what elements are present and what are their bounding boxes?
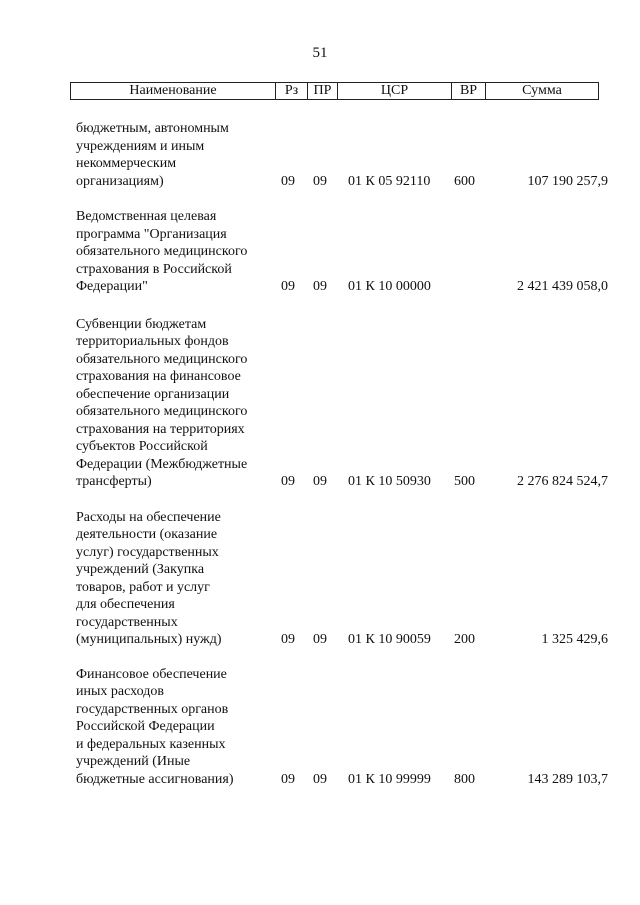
row-sum: 2 276 824 524,7 — [517, 474, 608, 489]
row-pr: 09 — [313, 173, 327, 189]
row-rz: 09 — [281, 279, 295, 294]
row-vr: 600 — [454, 173, 475, 189]
row-vr: 800 — [454, 771, 475, 787]
header-vr: ВР — [452, 83, 486, 99]
row-name: Субвенции бюджетам территориальных фондов обязательного медицинского страхования на финансовое обеспечение организации обязательного медицинского страхования на территориях субъектов Российской Федерации (Межбюджетные трансферты) — [76, 316, 248, 489]
row-name: Расходы на обеспечение деятельности (оказание услуг) государственных учреждений (Закупка товаров, работ и услуг для обеспечения государственных (муниципальных) нужд) — [76, 509, 222, 647]
row-sum: 2 421 439 058,0 — [517, 279, 608, 294]
row-csr: 01 К 10 90059 — [348, 632, 431, 647]
row-rz: 09 — [281, 173, 295, 189]
row-name: Ведомственная целевая программа "Организация обязательного медицинского страхования в Российской Федерации" — [76, 209, 248, 294]
table-row — [76, 509, 606, 649]
row-sum: 1 325 429,6 — [541, 632, 608, 647]
row-pr: 09 — [313, 474, 327, 489]
table-row — [76, 120, 606, 190]
table-body — [76, 120, 606, 788]
row-name: Финансовое обеспечение иных расходов государственных органов Российской Федерации и федеральных казенных учреждений (Иные бюджетные ассигнования) — [76, 666, 234, 787]
row-csr: 01 К 10 00000 — [348, 279, 431, 294]
row-sum: 143 289 103,7 — [527, 771, 608, 787]
row-rz: 09 — [281, 771, 295, 787]
table-header — [70, 82, 599, 100]
row-rz: 09 — [281, 632, 295, 647]
row-csr: 01 К 05 92110 — [348, 173, 431, 189]
header-rz: Рз — [276, 83, 308, 99]
row-vr: 500 — [454, 474, 475, 489]
row-name: бюджетным, автономным учреждениям и иным некоммерческим организациям) — [76, 121, 229, 189]
row-sum: 107 190 257,9 — [527, 173, 608, 189]
table-row — [76, 208, 606, 296]
table-row — [76, 666, 606, 789]
header-name: Наименование — [71, 83, 276, 99]
row-pr: 09 — [313, 632, 327, 647]
table-row — [76, 316, 606, 491]
row-vr: 200 — [454, 632, 475, 647]
page-number: 51 — [312, 45, 328, 61]
header-pr: ПР — [308, 83, 338, 99]
row-pr: 09 — [313, 279, 327, 294]
header-csr: ЦСР — [338, 83, 452, 99]
row-csr: 01 К 10 99999 — [348, 771, 431, 787]
header-sum: Сумма — [522, 83, 562, 98]
row-pr: 09 — [313, 771, 327, 787]
row-rz: 09 — [281, 474, 295, 489]
row-csr: 01 К 10 50930 — [348, 474, 431, 489]
